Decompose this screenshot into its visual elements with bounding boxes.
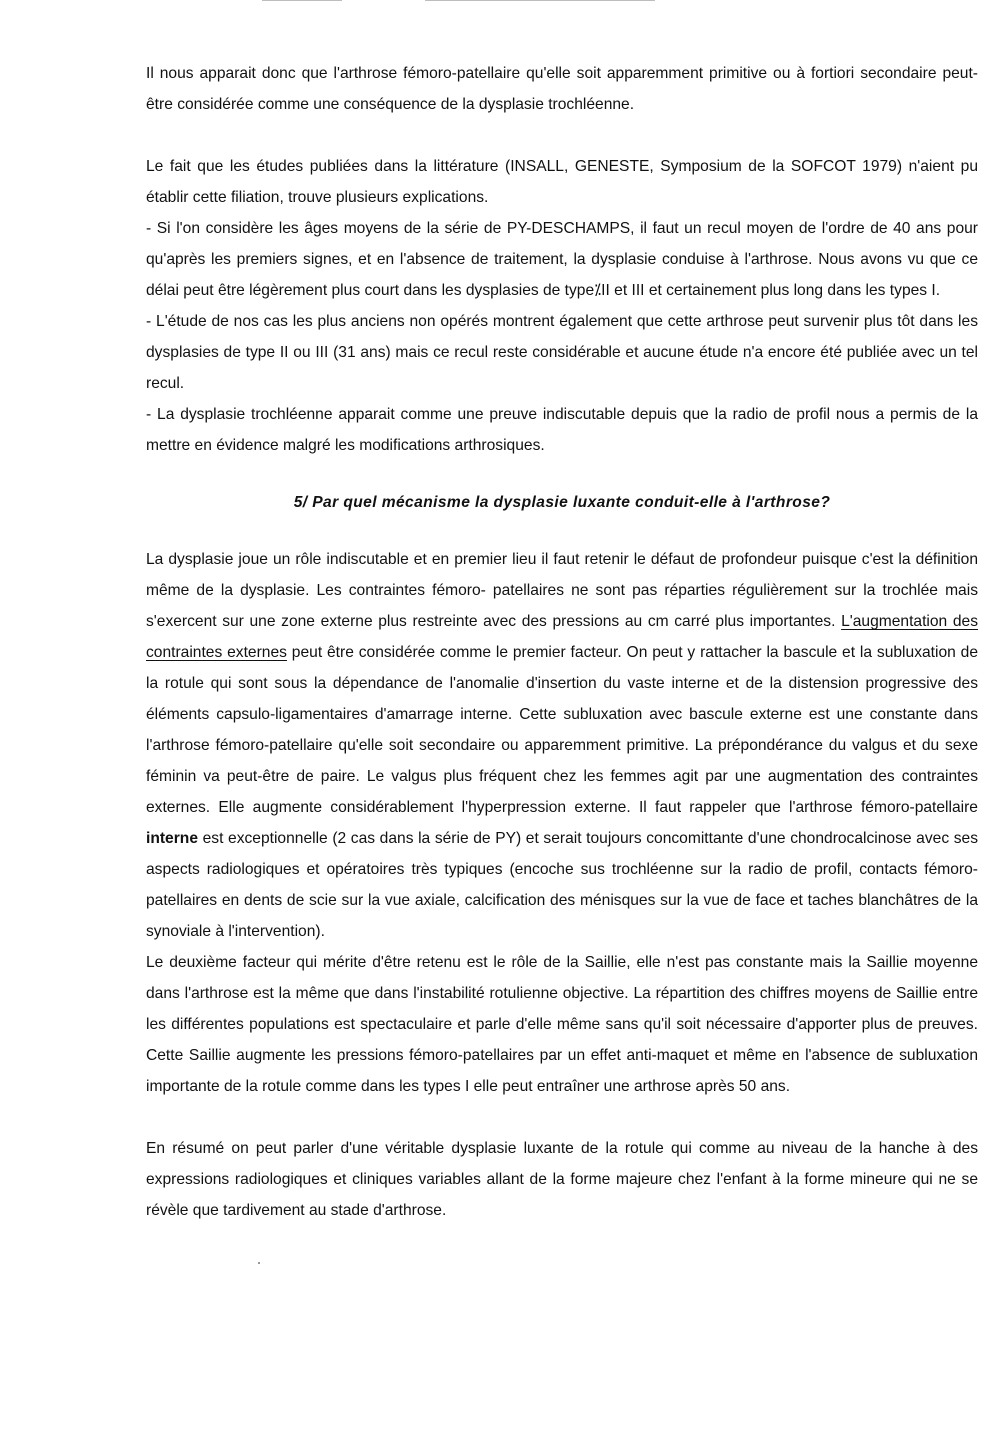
mechanism-text-a: La dysplasie joue un rôle indiscutable et en premier lieu il faut retenir le défaut de profondeur puisque c'est la définition même de la dysplasie. Les contraintes fémoro- patellaires ne sont pas réparties régulièrement sur la trochlée mais s'exercent sur une zone externe plus restreinte avec des pressions au cm carré plus importantes. [146,551,978,630]
document-page [146,58,978,1226]
paragraph-point-cases: - L'étude de nos cas les plus anciens non opérés montrent également que cette arthrose peut survenir plus tôt dans les dysplasies de type II ou III (31 ans) mais ce recul reste considérable et aucune étude n'a encore été publiée avec un tel recul. [146,313,978,392]
paragraph-saillie: Le deuxième facteur qui mérite d'être retenu est le rôle de la Saillie, elle n'est pas constante mais la Saillie moyenne dans l'arthrose est la même que dans l'instabilité rotulienne objective. La répartition des chiffres moyens de Saillie entre les différentes populations est spectaculaire et parle d'elle même sans qu'il soit nécessaire d'apporter plus de preuves. Cette Saillie augmente les pressions fémoro-patellaires par un effet anti-maquet et même en l'absence de subluxation importante de la rotule comme dans les types I elle peut entraîner une arthrose après 50 ans. [146,954,978,1095]
paragraph-literature: Le fait que les études publiées dans la littérature (INSALL, GENESTE, Symposium de la SOFCOT 1979) n'aient pu établir cette filiation, trouve plusieurs explications. [146,158,978,206]
section-heading: 5/ Par quel mécanisme la dysplasie luxante conduit-elle à l'arthrose? [293,494,831,511]
underlined-phrase: L'augmentation des contraintes externes [146,613,979,661]
paragraph-point-ages: - Si l'on considère les âges moyens de la série de PY-DESCHAMPS, il faut un recul moyen de l'ordre de 40 ans pour qu'après les premiers signes, et en l'absence de traitement, la dysplasie conduise à l'arthrose. Nous avons vu que ce délai peut être légèrement plus court dans les dysplasies de type⁒II et III et certainement plus long dans les types I. [146,220,978,299]
paragraph-point-proof: - La dysplasie trochléenne apparait comme une preuve indiscutable depuis que la radio de profil nous a permis de la mettre en évidence malgré les modifications arthrosiques. [146,406,978,454]
top-scan-line-right [425,0,655,1]
scan-speck [258,1262,260,1264]
top-scan-line-left [262,0,342,1]
mechanism-text-c: est exceptionnelle (2 cas dans la série de PY) et serait toujours concomittante d'une chondrocalcinose avec ses aspects radiologiques et opératoires très typiques (encoche sus trochléenne sur la radio de profil, contacts fémoro-patellaires en dents de scie sur la vue axiale, calcification des ménisques sur la vue de face et taches blanchâtres de la synoviale à l'intervention). [146,830,978,940]
paragraph-conclusion: Il nous apparait donc que l'arthrose fémoro-patellaire qu'elle soit apparemment primitive ou à fortiori secondaire peut-être considérée comme une conséquence de la dysplasie trochléenne. [146,65,978,113]
paragraph-summary: En résumé on peut parler d'une véritable dysplasie luxante de la rotule qui comme au niveau de la hanche à des expressions radiologiques et cliniques variables allant de la forme majeure chez l'enfant à la forme mineure qui ne se révèle que tardivement au stade d'arthrose. [146,1140,978,1219]
mechanism-text-b: peut être considérée comme le premier facteur. On peut y rattacher la bascule et la subluxation de la rotule qui sont sous la dépendance de l'anomalie d'insertion du vaste interne et de la distension progressive des éléments capsulo-ligamentaires d'amarrage interne. Cette subluxation avec bascule externe est une constante dans l'arthrose fémoro-patellaire qu'elle soit secondaire ou apparemment primitive. La prépondérance du valgus et du sexe féminin va peut-être de paire. Le valgus plus fréquent chez les femmes agit par une augmentation des contraintes externes. Elle augmente considérablement l'hyperpression externe. Il faut rappeler que l'arthrose fémoro-patellaire [146,644,979,816]
bold-word: interne [146,830,198,847]
paragraph-mechanism [146,544,978,947]
